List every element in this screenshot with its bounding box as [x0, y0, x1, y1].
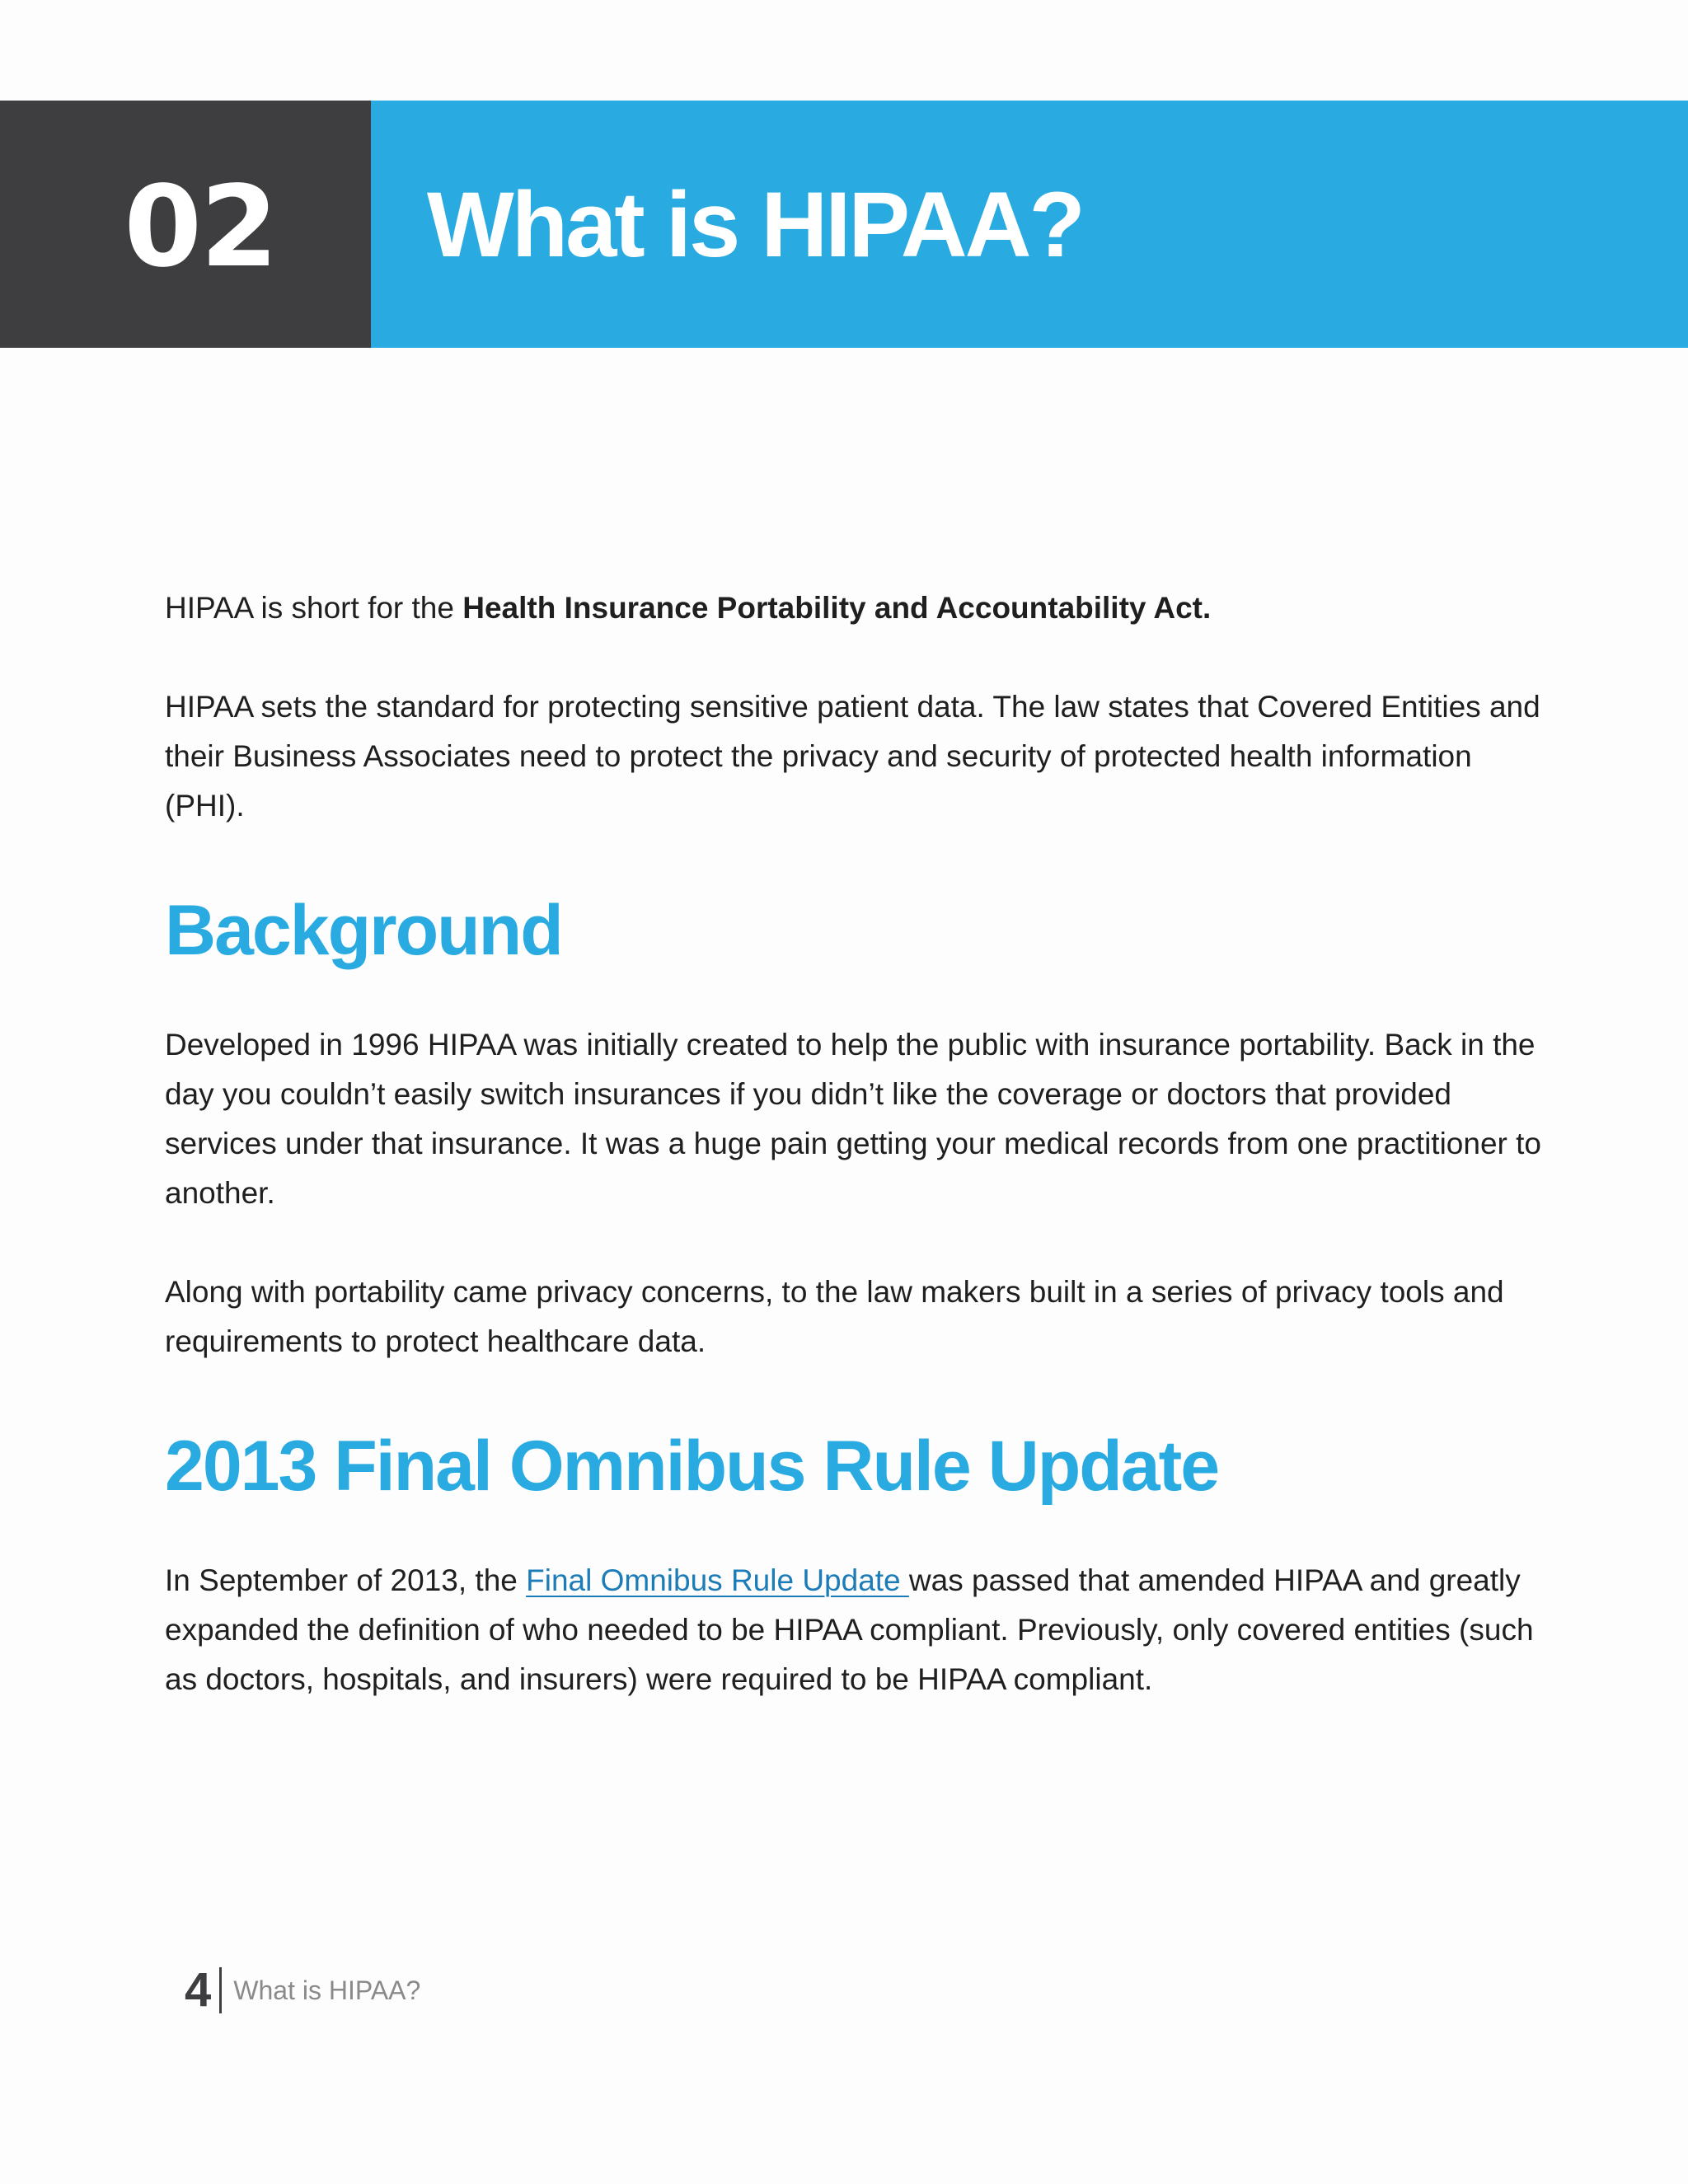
- page-content: [165, 583, 1550, 1704]
- omnibus-rule-link[interactable]: Final Omnibus Rule Update: [526, 1563, 909, 1597]
- chapter-title: What is HIPAA?: [427, 173, 1083, 276]
- background-paragraph-2: Along with portability came privacy concerns, to the law makers built in a series of privacy tools and requirements to protect healthcare data.: [165, 1275, 1504, 1358]
- chapter-number-box: [0, 101, 371, 348]
- page-footer: [185, 1963, 421, 2017]
- omnibus-paragraph: [165, 1556, 1550, 1704]
- intro-text: HIPAA is short for the: [165, 591, 463, 625]
- chapter-number: 02: [124, 162, 277, 293]
- omnibus-text-prefix: In September of 2013, the: [165, 1563, 527, 1597]
- omnibus-heading: 2013 Final Omnibus Rule Update: [165, 1427, 1219, 1506]
- omnibus-text-suffix: was passed that amended HIPAA and greatly expanded the definition of who needed to be HIPAA compliant. Previously, only covered entities (such as doctors, hospitals, and insurers) were required to be HIPAA compliant.: [165, 1563, 1534, 1696]
- footer-section-title: What is HIPAA?: [233, 1975, 421, 2005]
- chapter-header: [0, 101, 1688, 348]
- chapter-title-box: [371, 101, 1688, 348]
- background-paragraph-1: Developed in 1996 HIPAA was initially created to help the public with insurance portability. Back in the day you couldn’t easily switch insurances if you didn’t like the coverage or doctors that provided services under that insurance. It was a huge pain getting your medical records from one practitioner to another.: [165, 1028, 1541, 1210]
- intro-paragraph-1: [165, 583, 1550, 633]
- background-heading: Background: [165, 891, 562, 970]
- footer-divider: [219, 1967, 222, 2013]
- intro-paragraph-2: HIPAA sets the standard for protecting sensitive patient data. The law states that Covered Entities and their Business Associates need to protect the privacy and security of protected health information (PHI).: [165, 690, 1540, 823]
- page-number: 4: [185, 1963, 212, 2017]
- act-name: Health Insurance Portability and Accountability Act.: [462, 591, 1212, 625]
